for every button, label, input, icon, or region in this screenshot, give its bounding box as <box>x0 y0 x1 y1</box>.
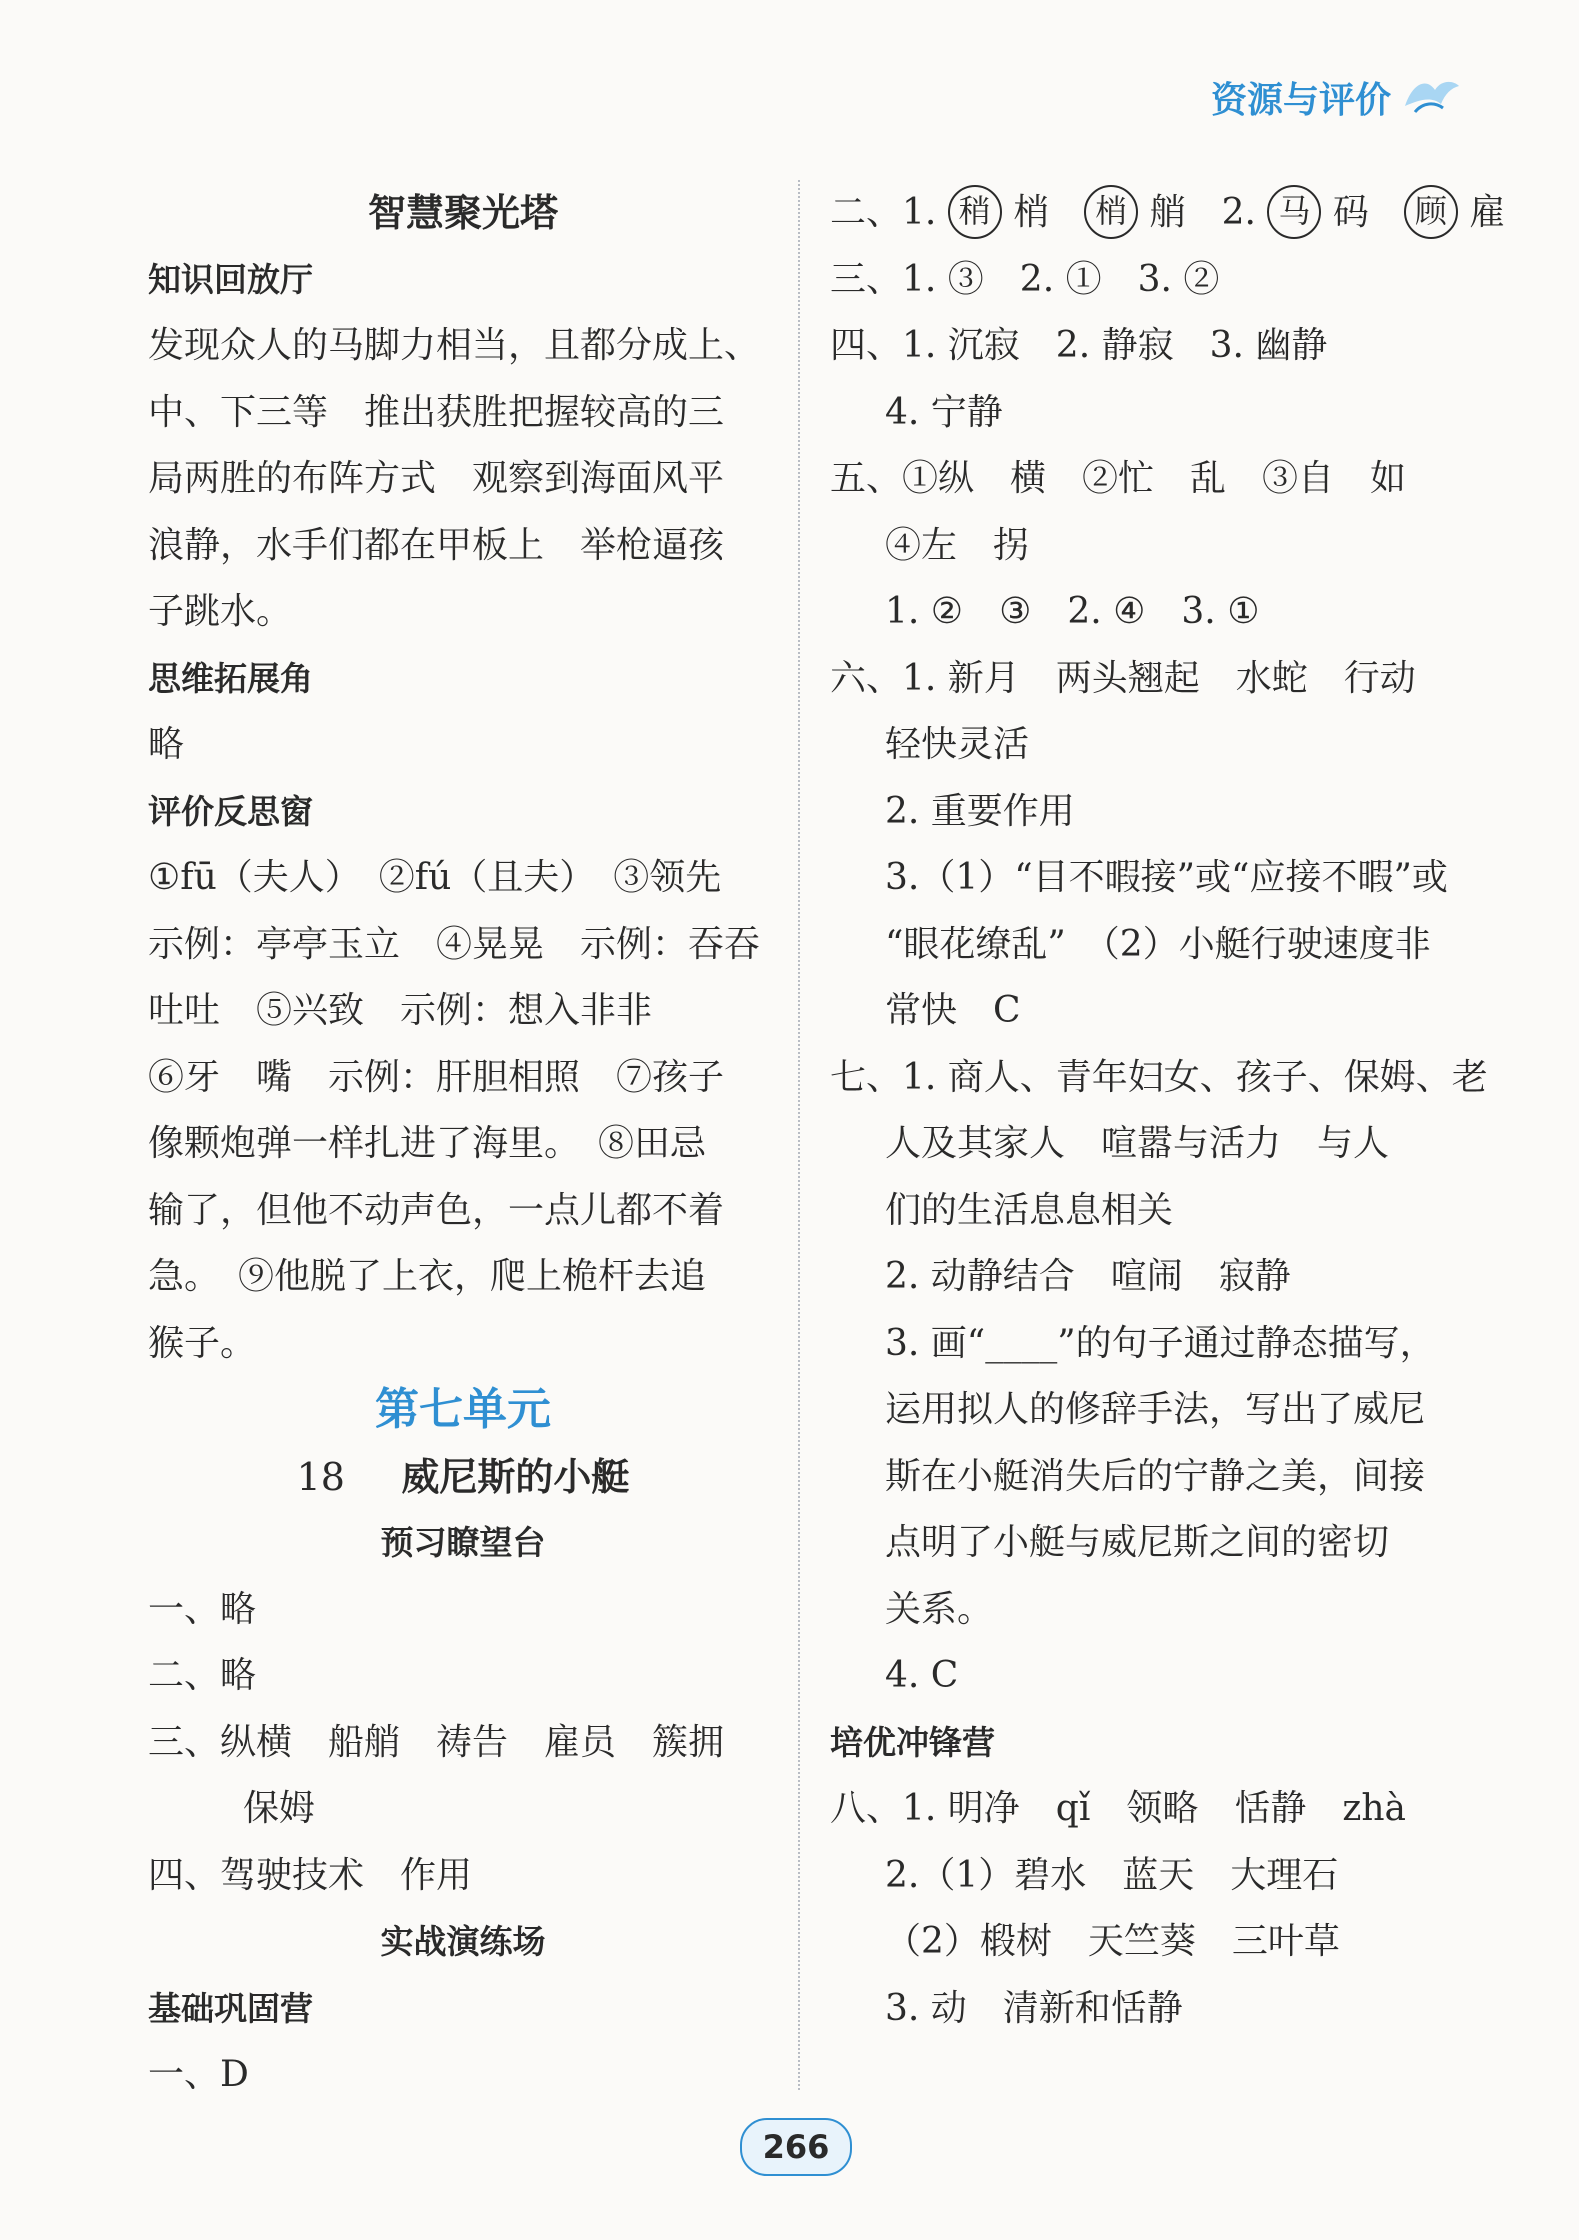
answer-line: 2. 动静结合 喧闹 寂静 <box>885 1256 1291 1297</box>
book-logo-icon <box>1401 76 1461 120</box>
reflect-line: 猴子。 <box>148 1322 257 1364</box>
circled-char: 顾 <box>1404 185 1458 239</box>
answer-line: ④左 拐 <box>885 524 1030 566</box>
column-divider <box>798 180 800 2090</box>
lesson-title: 威尼斯的小艇 <box>401 1454 630 1499</box>
preview-line: 三、纵横 船艄 祷告 雇员 簇拥 <box>148 1721 725 1763</box>
answer-line: 三、1. ③ 2. ① 3. ② <box>830 258 1220 300</box>
heading-knowledge: 知识回放厅 <box>148 259 313 299</box>
lesson-heading <box>148 1444 778 1511</box>
reflect-line: 输了，但他不动声色，一点儿都不着 <box>148 1189 725 1231</box>
answer-line: 六、1. 新月 两头翘起 水蛇 行动 <box>830 657 1416 699</box>
circled-char: 稍 <box>948 185 1002 239</box>
answer-line: 八、1. 明净 qǐ 领略 恬静 zhà <box>830 1788 1406 1829</box>
q2-prefix: 二、1. <box>830 192 937 233</box>
circled-char: 马 <box>1267 185 1321 239</box>
thinking-answer: 略 <box>148 724 185 765</box>
q2-text: 码 <box>1332 192 1369 233</box>
preview-line: 一、略 <box>148 1588 257 1630</box>
section-title: 智慧聚光塔 <box>367 191 558 235</box>
answer-line: 4. C <box>885 1655 959 1696</box>
knowledge-line: 局两胜的布阵方式 观察到海面风平 <box>148 458 725 499</box>
answer-line: 3. 动 清新和恬静 <box>885 1987 1183 2029</box>
page-number: 266 <box>740 2118 852 2176</box>
answer-line: （2）椴树 天竺葵 三叶草 <box>885 1921 1340 1962</box>
reflect-line: ⑥牙 嘴 示例：肝胆相照 ⑦孩子 <box>148 1056 725 1098</box>
q2-text: 雇 <box>1469 192 1506 233</box>
answer-line: 3. 画“____”的句子通过静态描写， <box>885 1322 1436 1364</box>
reflect-line: ①fū（夫人） ②fú（且夫） ③领先 <box>148 857 722 898</box>
heading-reflect: 评价反思窗 <box>148 791 313 831</box>
heading-advance: 培优冲锋营 <box>830 1722 995 1762</box>
answer-line: 们的生活息息相关 <box>885 1189 1174 1231</box>
unit-title: 第七单元 <box>375 1384 551 1435</box>
q2-line <box>830 180 1506 247</box>
answer-line: 点明了小艇与威尼斯之间的密切 <box>885 1522 1390 1563</box>
knowledge-line: 浪静，水手们都在甲板上 举枪逼孩 <box>148 524 725 566</box>
heading-preview: 预习瞭望台 <box>380 1523 546 1562</box>
answer-line: 轻快灵活 <box>885 724 1030 765</box>
preview-line: 保姆 <box>243 1788 316 1829</box>
answer-line: 3.（1）“目不暇接”或“应接不暇”或 <box>885 857 1448 898</box>
preview-line: 二、略 <box>148 1655 257 1696</box>
heading-thinking: 思维拓展角 <box>148 658 313 698</box>
heading-practice: 实战演练场 <box>380 1922 546 1961</box>
reflect-line: 吐吐 ⑤兴致 示例：想入非非 <box>148 990 653 1031</box>
reflect-line: 急。 ⑨他脱了上衣，爬上桅杆去追 <box>148 1256 707 1297</box>
answer-line: 关系。 <box>885 1588 994 1630</box>
answer-line: 运用拟人的修辞手法，写出了威尼 <box>885 1389 1426 1430</box>
answer-line: 常快 C <box>885 990 1021 1031</box>
knowledge-line: 中、下三等 推出获胜把握较高的三 <box>148 391 725 433</box>
knowledge-line: 发现众人的马脚力相当，且都分成上、 <box>148 325 761 366</box>
knowledge-line: 子跳水。 <box>148 591 293 632</box>
preview-line: 四、驾驶技术 作用 <box>148 1854 473 1896</box>
answer-line: 四、1. 沉寂 2. 静寂 3. 幽静 <box>830 325 1328 366</box>
heading-basic: 基础巩固营 <box>148 1988 313 2028</box>
right-column <box>830 180 1506 2042</box>
reflect-line: 示例：亭亭玉立 ④晃晃 示例：吞吞 <box>148 923 761 965</box>
circled-char: 梢 <box>1084 185 1138 239</box>
lesson-number: 18 <box>296 1454 345 1499</box>
answer-line: 1. ② ③ 2. ④ 3. ① <box>885 591 1260 632</box>
answer-line: 2. 重要作用 <box>885 790 1075 832</box>
answer-line: 五、①纵 横 ②忙 乱 ③自 如 <box>830 458 1407 499</box>
answer-line: 4. 宁静 <box>885 391 1003 433</box>
header-title: 资源与评价 <box>1210 80 1391 121</box>
reflect-line: 像颗炮弹一样扎进了海里。 ⑧田忌 <box>148 1123 707 1164</box>
running-header <box>1211 72 1461 123</box>
answer-line: “眼花缭乱” （2）小艇行驶速度非 <box>885 923 1431 965</box>
answer-line: 七、1. 商人、青年妇女、孩子、保姆、老 <box>830 1056 1488 1098</box>
basic-answer: 一、D <box>148 2054 249 2095</box>
answer-line: 斯在小艇消失后的宁静之美，间接 <box>885 1455 1426 1497</box>
answer-line: 人及其家人 喧嚣与活力 与人 <box>885 1123 1390 1164</box>
left-column <box>148 180 778 2109</box>
q2-text: 艄 2. <box>1149 192 1256 233</box>
q2-text: 梢 <box>1013 192 1050 233</box>
answer-line: 2.（1）碧水 蓝天 大理石 <box>885 1854 1339 1896</box>
